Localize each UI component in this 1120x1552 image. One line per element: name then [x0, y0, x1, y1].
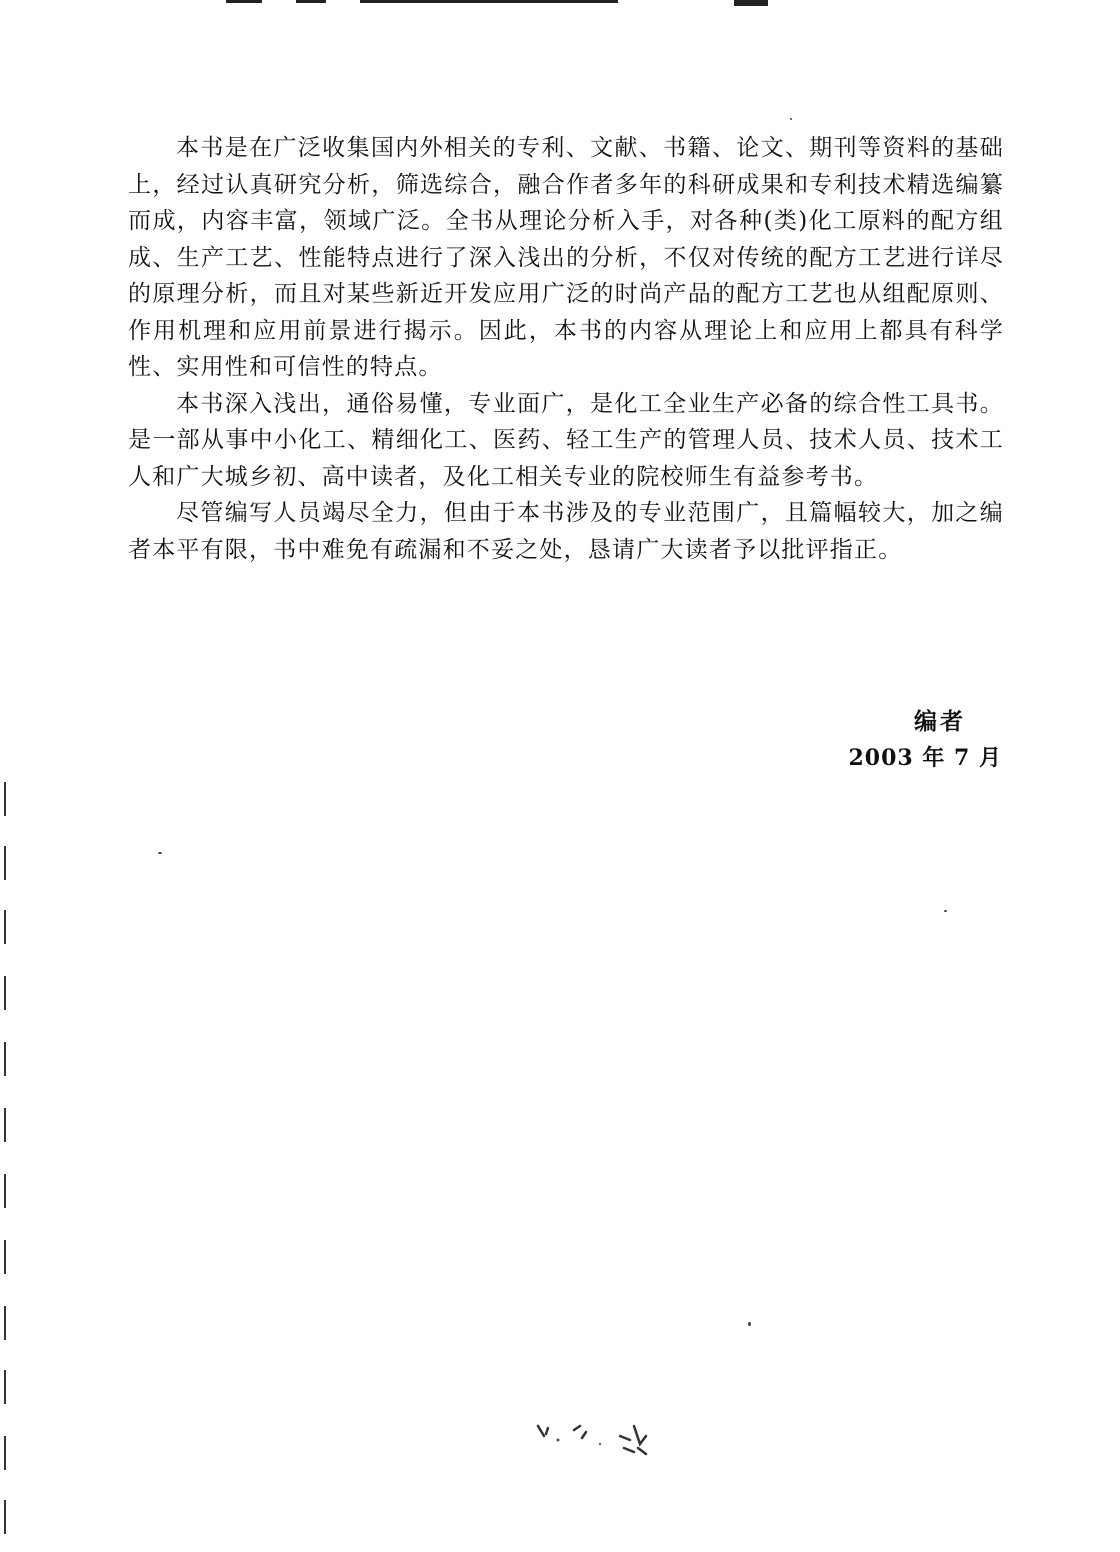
margin-tick [4, 910, 6, 944]
margin-tick [4, 1436, 6, 1470]
margin-tick [4, 782, 6, 816]
margin-tick [4, 1500, 6, 1534]
scan-artifact [534, 1422, 664, 1458]
margin-tick [4, 1042, 6, 1076]
preface-body [128, 130, 1004, 568]
signature-block [848, 704, 1002, 776]
margin-tick [4, 846, 6, 880]
paragraph-1: 本书是在广泛收集国内外相关的专利、文献、书籍、论文、期刊等资料的基础上，经过认真研究分析，筛选综合，融合作者多年的科研成果和专利技术精选编纂而成，内容丰富，领域广泛。全书从理论分析入手，对各种(类)化工原料的配方组成、生产工艺、性能特点进行了深入浅出的分析，不仅对传统的配方工艺进行详尽的原理分析，而且对某些新近开发应用广泛的时尚产品的配方工艺也从组配原则、作用机理和应用前景进行揭示。因此，本书的内容从理论上和应用上都具有科学性、实用性和可信性的特点。 [128, 135, 1004, 380]
scan-mark [360, 0, 618, 3]
margin-tick [4, 1108, 6, 1142]
left-margin-scan-ticks [0, 770, 12, 1530]
margin-tick [4, 976, 6, 1010]
scan-speck [944, 910, 947, 912]
margin-tick [4, 1240, 6, 1274]
scan-edge-marks [0, 0, 1120, 8]
scan-speck [158, 852, 162, 854]
paragraph-3: 尽管编写人员竭尽全力，但由于本书涉及的专业范围广，且篇幅较大，加之编者本平有限，书中难免有疏漏和不妥之处，恳请广大读者予以批评指正。 [128, 500, 1004, 563]
scan-mark [734, 0, 768, 6]
signature-author: 编者 [914, 709, 966, 735]
scan-speck [748, 1322, 751, 1326]
margin-tick [4, 1306, 6, 1340]
scan-mark [296, 0, 326, 3]
margin-tick [4, 1370, 6, 1404]
margin-tick [4, 1174, 6, 1208]
signature-date: 2003 年 7 月 [848, 745, 1002, 771]
scan-speck [790, 118, 792, 120]
paragraph-2: 本书深入浅出，通俗易懂，专业面广，是化工全业生产必备的综合性工具书。是一部从事中小化工、精细化工、医药、轻工生产的管理人员、技术人员、技术工人和广大城乡初、高中读者，及化工相关专业的院校师生有益参考书。 [128, 390, 1004, 490]
scan-mark [226, 0, 262, 3]
